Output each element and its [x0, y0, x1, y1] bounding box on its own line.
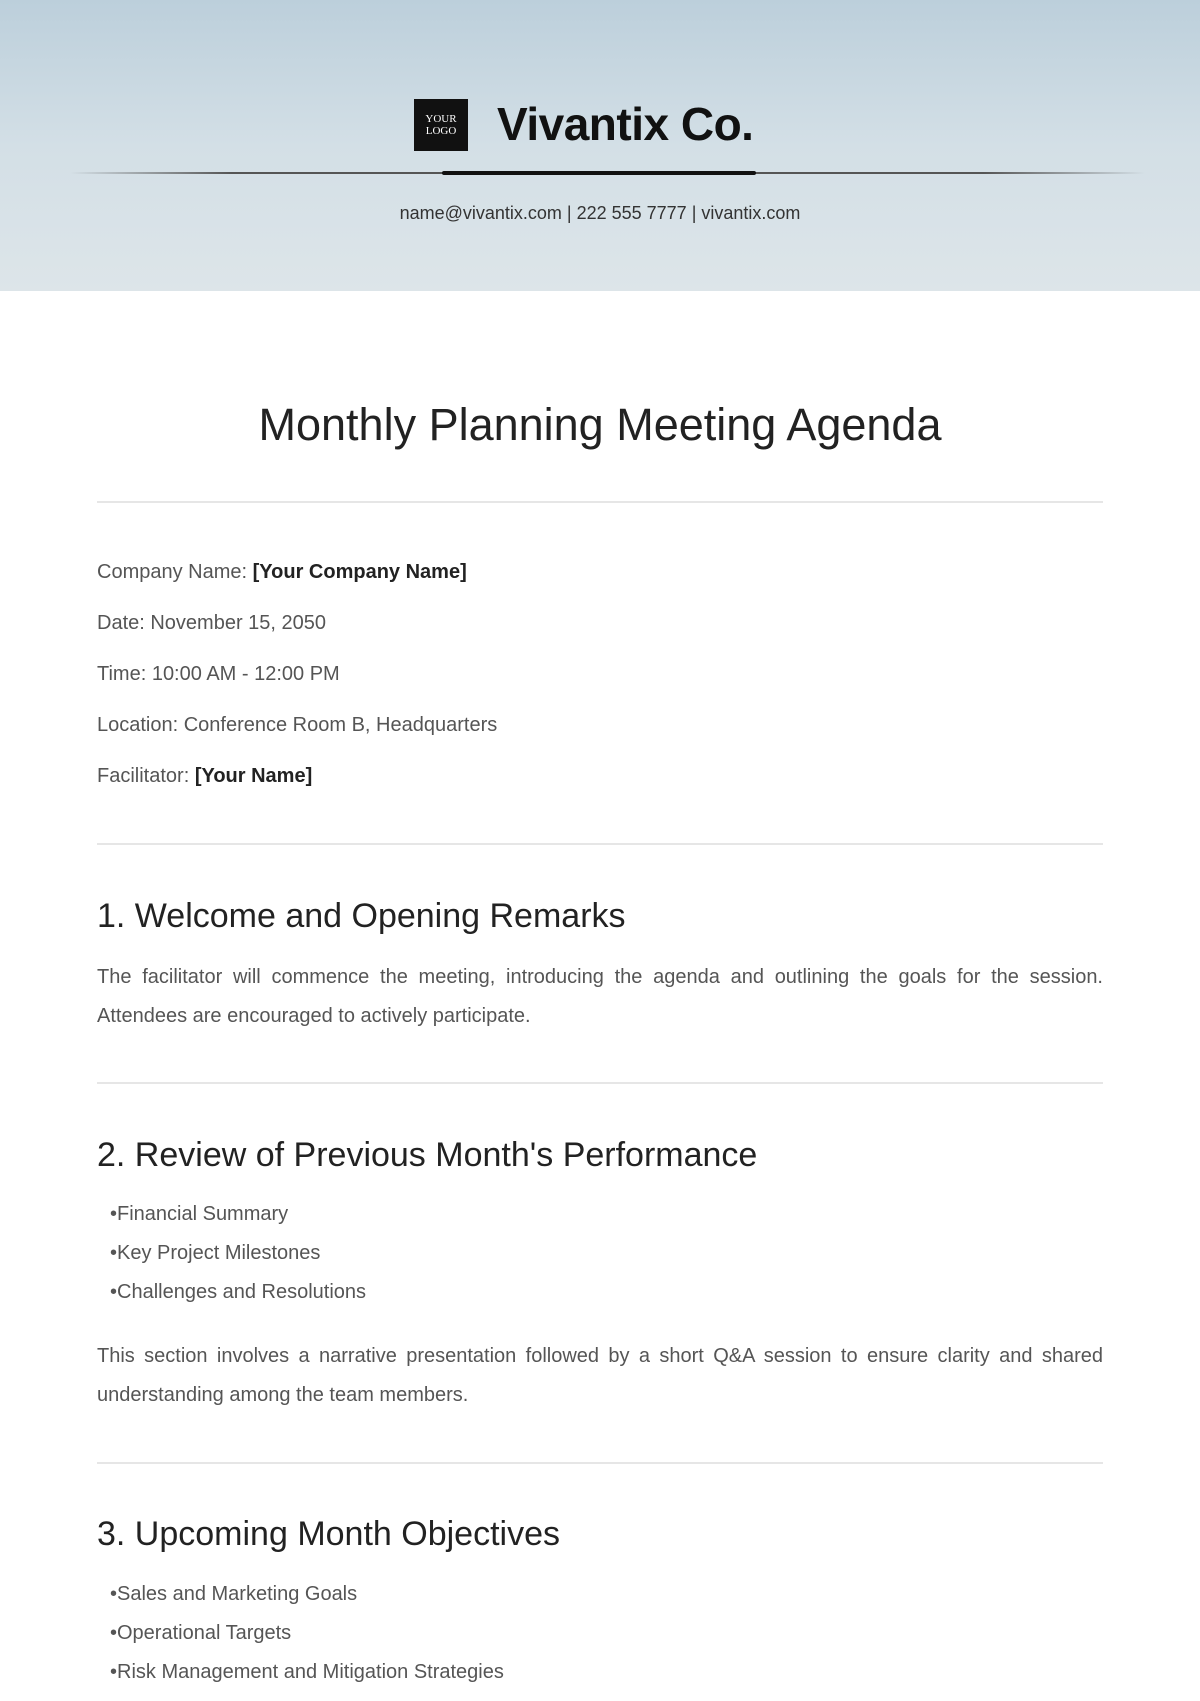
- info-date: Date: November 15, 2050: [97, 612, 327, 634]
- info-label: Facilitator:: [97, 765, 195, 787]
- list-item: •Key Project Milestones: [110, 1242, 321, 1264]
- info-value: [Your Company Name]: [252, 561, 467, 583]
- info-label: Company Name:: [97, 561, 253, 583]
- contact-info: name@vivantix.com | 222 555 7777 | vivantix.com: [399, 203, 801, 223]
- company-logo: YOUR LOGO: [414, 99, 468, 151]
- company-name: Vivantix Co.: [497, 98, 754, 150]
- divider: [97, 1082, 1103, 1084]
- list-item: •Challenges and Resolutions: [110, 1281, 367, 1303]
- info-facilitator: [97, 765, 312, 788]
- info-company: [97, 561, 467, 584]
- section-paragraph: The facilitator will commence the meeting, introducing the agenda and outlining the goals for the session. Attendees are encouraged to actively participate.: [97, 966, 1103, 1027]
- list-item: •Financial Summary: [110, 1203, 289, 1225]
- section-heading: 1. Welcome and Opening Remarks: [97, 897, 626, 935]
- list-item: •Sales and Marketing Goals: [110, 1583, 358, 1605]
- list-item: •Risk Management and Mitigation Strategies: [110, 1661, 504, 1683]
- section-heading: 2. Review of Previous Month's Performance: [97, 1136, 758, 1174]
- divider-accent: [442, 171, 756, 175]
- letterhead: [0, 0, 1200, 291]
- section-heading: 3. Upcoming Month Objectives: [97, 1515, 560, 1553]
- divider: [97, 501, 1103, 503]
- list-item: •Operational Targets: [110, 1622, 292, 1644]
- info-time: Time: 10:00 AM - 12:00 PM: [97, 663, 340, 685]
- page-title: Monthly Planning Meeting Agenda: [258, 399, 942, 450]
- info-value: [Your Name]: [194, 765, 313, 787]
- section-paragraph: This section involves a narrative presentation followed by a short Q&A session to ensure clarity and shared understanding among the team members.: [97, 1345, 1103, 1406]
- info-location: Location: Conference Room B, Headquarters: [97, 714, 498, 736]
- divider: [97, 843, 1103, 845]
- divider: [97, 1462, 1103, 1464]
